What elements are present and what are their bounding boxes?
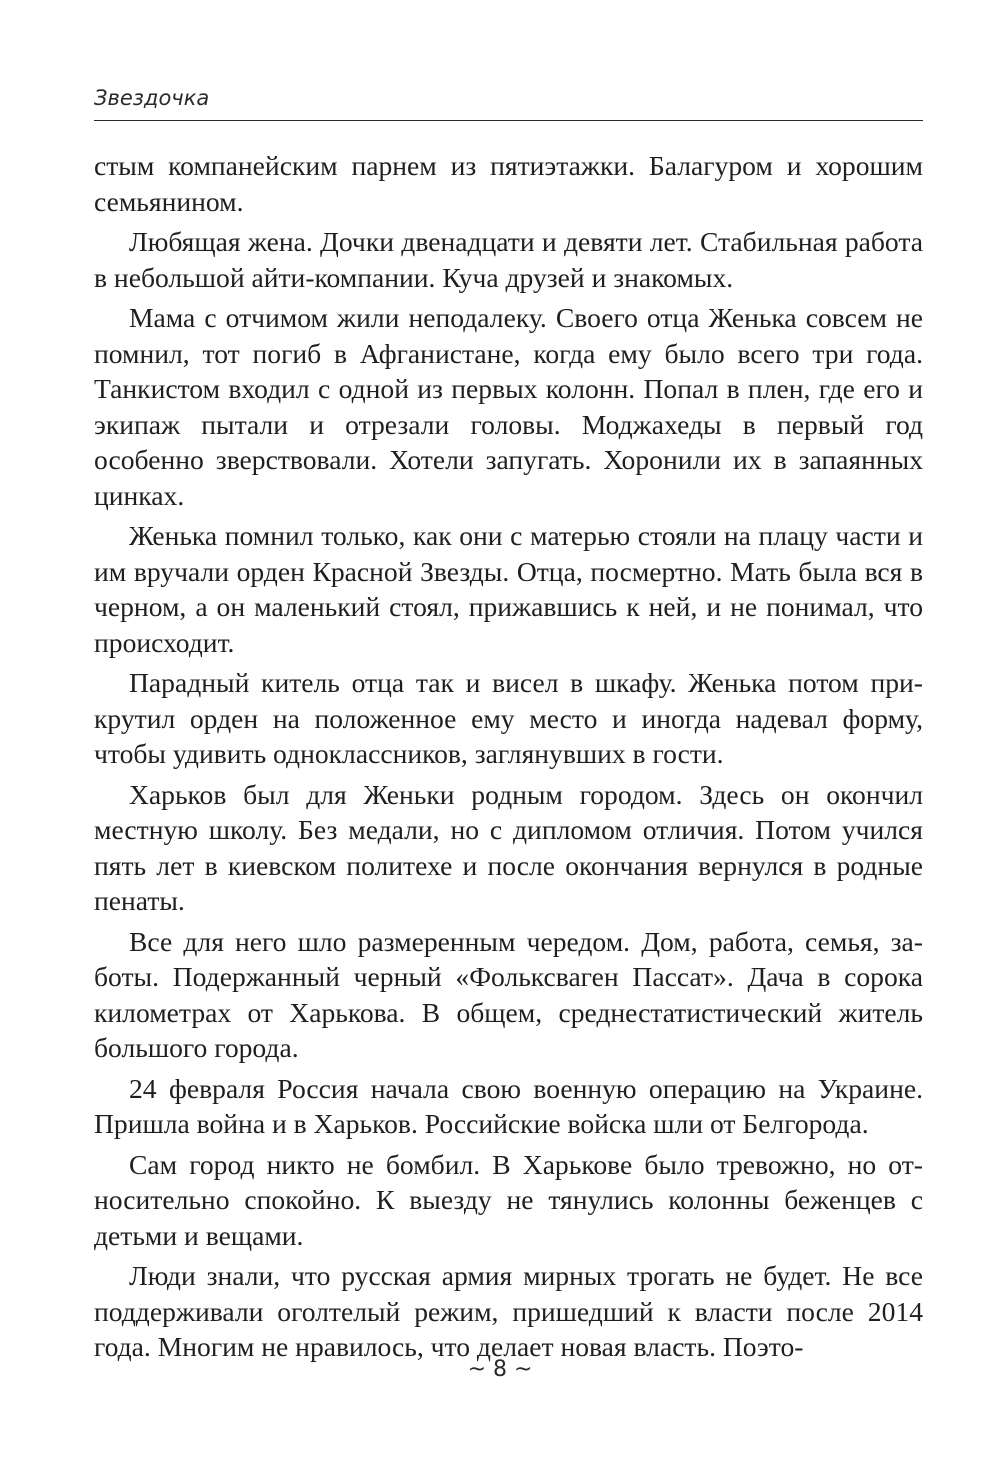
paragraph: 24 февраля Россия начала свою военную операцию на Украине. Пришла война и в Харьков. Российские войска шли от Белгорода. <box>94 1072 923 1139</box>
page-number: ~ 8 ~ <box>467 1357 533 1382</box>
paragraph: Парадный китель отца так и висел в шкафу. Женька потом прикрутил орден на положенное ему место и иногда надевал форму, чтобы удивить одноклассников, заглянувших в гости. <box>94 667 923 769</box>
header-rule <box>94 120 923 121</box>
paragraph: Любящая жена. Дочки двенадцати и девяти лет. Стабильная работа в небольшой айти-компании. Куча друзей и знакомых. <box>94 226 923 293</box>
running-title: Звездочка <box>94 86 210 110</box>
paragraph: Все для него шло размеренным чередом. Дом, работа, семья, заботы. Подержанный черный «Фольксваген Пассат». Дача в сорока километрах от Харькова. В общем, среднестатистический житель большого города. <box>94 925 923 1063</box>
paragraph: Люди знали, что русская армия мирных трогать не будет. Не все поддерживали оголтелый режим, пришедший к власти после 2014 года. Многим не нравилось, что делает новая власть. Поэто- <box>94 1260 923 1362</box>
paragraph: Сам город никто не бомбил. В Харькове было тревожно, но относительно спокойно. К выезду не тянулись колонны беженцев с детьми и вещами. <box>94 1148 923 1251</box>
paragraph: стым компанейским парнем из пятиэтажки. Балагуром и хорошим семьянином. <box>94 150 923 217</box>
paragraph: Харьков был для Женьки родным городом. Здесь он окончил местную школу. Без медали, но с дипломом отличия. Потом учился пять лет в киевском политехе и после окончания вернулся в родные пенаты. <box>94 778 923 916</box>
body-text <box>94 148 923 1365</box>
paragraph: Женька помнил только, как они с матерью стояли на плацу части и им вручали орден Красной Звезды. Отца, посмертно. Мать была вся в черном, а он маленький стоял, прижавшись к ней, и не понимал, что происходит. <box>94 520 923 658</box>
paragraph: Мама с отчимом жили неподалеку. Своего отца Женька совсем не помнил, тот погиб в Афганистане, когда ему было всего три года. Танкистом входил с одной из первых колонн. Попал в плен, где его и экипаж пытали и отрезали головы. Моджахеды в первый год особенно зверствовали. Хотели запугать. Хоронили их в запаянных цинках. <box>94 302 923 511</box>
